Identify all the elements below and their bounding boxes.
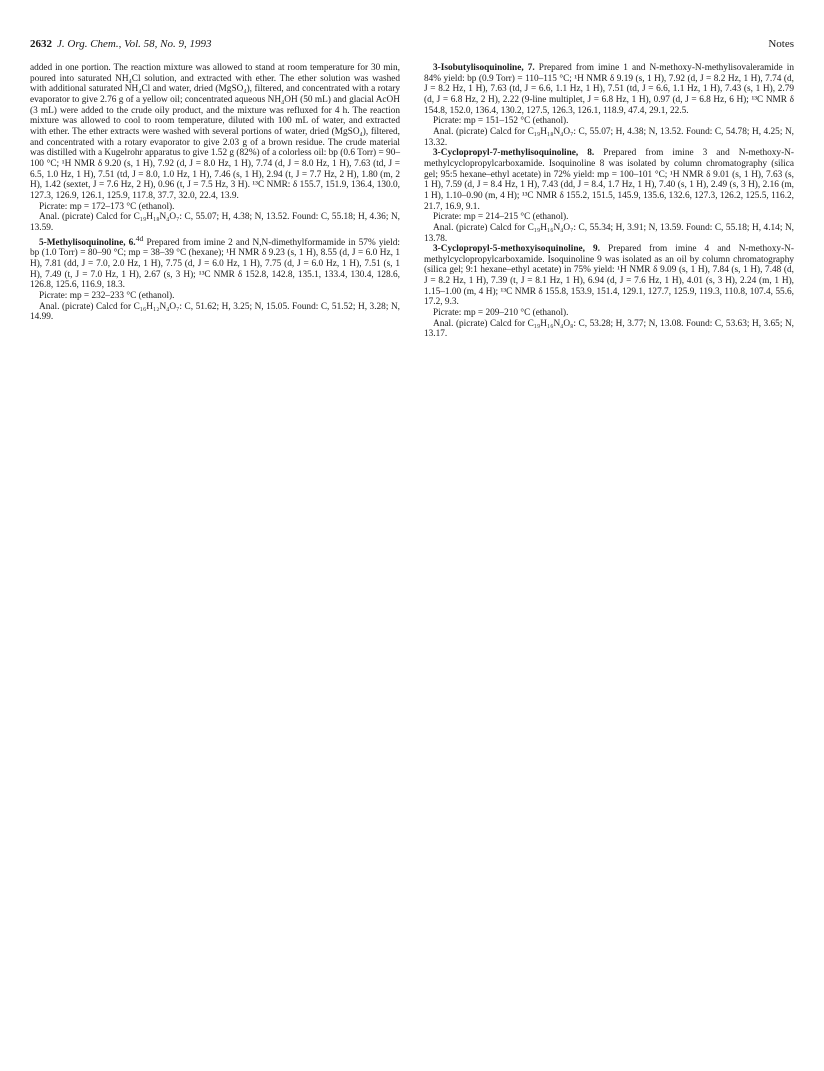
picrate-line: Picrate: mp = 214–215 °C (ethanol). <box>433 212 569 223</box>
running-header <box>30 38 794 54</box>
journal-citation: J. Org. Chem., Vol. 58, No. 9, 1993 <box>57 38 212 50</box>
analysis-line: Anal. (picrate) Calcd for C₁₆H₁₂N₄O₇: C, 51.62; H, 3.25; N, 15.05. Found: C, 51.52; H, 3.28; N, 14.99. <box>30 301 400 323</box>
compound-body: Prepared from imine 4 and N-methoxy-N-methylcyclopropylcarboxamide. Isoquinoline 9 was isolated as an oil by column chromatography (silica gel; 9:1 hexane–ethyl acetate) in 75% yield: ¹H NMR δ 9.09 (s, 1 H), 7.84 (s, 1 H), 7.48 (d, J = 8.2 Hz, 1 H), 7.39 (t, J = 8.1 Hz, 1 H), 6.94 (d, J = 7.6 Hz, 1 H), 4.01 (s, 3 H), 2.24 (m, 1 H), 1.15–1.00 (m, 4 H); ¹³C NMR δ 155.8, 153.9, 151.4, 129.1, 127.7, 125.9, 119.3, 110.8, 107.4, 55.6, 17.2, 9.3. <box>424 244 794 308</box>
analysis-line: Anal. (picrate) Calcd for C₁₉H₁₈N₄O₇: C, 55.07; H, 4.38; N, 13.52. Found: C, 55.18; H, 4.36; N, 13.59. <box>30 212 400 233</box>
paragraph: added in one portion. The reaction mixture was allowed to stand at room temperature for 30 min, poured into saturated NH₄Cl solution, and extracted with ether. The ether solution was washed with additional saturated NH₄Cl and water, dried (MgSO₄), filtered, and concentrated with a rotary evaporator to give 2.76 g of a yellow oil; concentrated aqueous NH₄OH (50 mL) and glacial AcOH (3 mL) were added to the crude oily product, and the mixture was refluxed for 4 h. The reaction mixture was allowed to cool to room temperature, diluted with 100 mL of water, and extracted with ether. The ether extracts were washed with several portions of water, dried (MgSO₄), filtered, and concentrated with a rotary evaporator to give 2.03 g of a brown residue. The crude material was distilled with a Kugelrohr apparatus to give 1.52 g (82%) of a colorless oil: bp (0.6 Torr) = 90–100 °C; ¹H NMR δ 9.20 (s, 1 H), 7.92 (d, J = 8.0 Hz, 1 H), 7.74 (d, J = 8.0 Hz, 1 H), 7.63 (td, J = 6.5, 1.0 Hz, 1 H), 7.51 (td, J = 8.0, 1.0 Hz, 1 H), 7.46 (s, 1 H), 2.94 (t, J = 7.7 Hz, 2 H), 1.80 (m, 2 H), 1.42 (sextet, J = 7.6 Hz, 2 H), 0.96 (t, J = 7.5 Hz, 3 H). ¹³C NMR: δ 155.7, 151.9, 136.4, 130.0, 127.3, 126.9, 126.1, 125.9, 117.8, 37.7, 32.0, 22.4, 13.9. <box>30 63 400 201</box>
compound-title: 5-Methylisoquinoline, 6. <box>39 237 136 248</box>
picrate-line: Picrate: mp = 232–233 °C (ethanol). <box>39 290 175 301</box>
compound-body: Prepared from imine 1 and N-methoxy-N-methylisovaleramide in 84% yield: bp (0.9 Torr) = 110–115 °C; ¹H NMR δ 9.19 (s, 1 H), 7.92 (d, J = 8.2 Hz, 1 H), 7.74 (d, J = 8.2 Hz, 1 H), 7.63 (td, J = 6.6, 1.1 Hz, 1 H), 7.51 (td, J = 6.6, 1.1 Hz, 1 H), 7.43 (s, 1 H), 2.79 (d, J = 6.8 Hz, 2 H), 2.22 (9-line multiplet, J = 6.8 Hz, 1 H), 0.97 (d, J = 6.8 Hz, 6 H); ¹³C NMR δ 154.8, 152.0, 136.4, 130.2, 127.5, 126.3, 126.1, 118.9, 47.4, 29.1, 22.5. <box>424 63 794 116</box>
picrate-line: Picrate: mp = 209–210 °C (ethanol). <box>433 308 569 319</box>
compound-title: 3-Cyclopropyl-5-methoxyisoquinoline, 9. <box>433 244 600 255</box>
compound-body: Prepared from imine 3 and N-methoxy-N-methylcyclopropylcarboxamide. Isoquinoline 8 was isolated by column chromatography (silica gel; 95:5 hexane–ethyl acetate) in 72% yield: mp = 100–101 °C; ¹H NMR δ 9.01 (s, 1 H), 7.63 (s, 1 H), 7.59 (d, J = 8.4 Hz, 1 H), 7.43 (dd, J = 8.4, 1.7 Hz, 1 H), 7.40 (s, 1 H), 2.49 (s, 3 H), 2.16 (m, 1 H), 1.10–0.90 (m, 4 H); ¹³C NMR δ 155.2, 151.5, 145.9, 135.6, 132.6, 127.3, 126.2, 125.5, 116.2, 21.7, 16.9, 9.1. <box>424 148 794 212</box>
picrate-line: Picrate: mp = 172–173 °C (ethanol). <box>39 201 175 212</box>
compound-entry <box>424 244 794 308</box>
compound-entry <box>30 234 400 291</box>
compound-entry <box>424 148 794 212</box>
analysis-line: Anal. (picrate) Calcd for C₁₉H₁₆N₄O₈: C, 53.28; H, 3.77; N, 13.08. Found: C, 53.63; H, 3.65; N, 13.17. <box>424 318 794 340</box>
section-label: Notes <box>768 38 794 50</box>
compound-body: Prepared from imine 2 and N,N-dimethylformamide in 57% yield: bp (1.0 Torr) = 80–90 °C; mp = 38–39 °C (hexane); ¹H NMR δ 9.23 (s, 1 H), 8.55 (d, J = 6.0 Hz, 1 H), 7.81 (dd, J = 7.0, 2.0 Hz, 1 H), 7.75 (d, J = 6.0 Hz, 1 H), 7.75 (d, J = 6.0 Hz, 1 H), 7.51 (s, 1 H), 7.49 (t, J = 7.0 Hz, 1 H), 2.67 (s, 3 H); ¹³C NMR δ 152.8, 142.8, 135.1, 133.4, 130.4, 128.6, 126.8, 125.6, 116.9, 18.3. <box>30 237 400 291</box>
compound-title: 3-Isobutylisoquinoline, 7. <box>433 63 535 73</box>
compound-entry <box>424 63 794 116</box>
right-column <box>424 63 794 340</box>
reference-mark: 4d <box>135 233 144 243</box>
page-number: 2632 <box>30 38 52 50</box>
compound-title: 3-Cyclopropyl-7-methylisoquinoline, 8. <box>433 148 595 159</box>
picrate-line: Picrate: mp = 151–152 °C (ethanol). <box>433 116 569 127</box>
analysis-line: Anal. (picrate) Calcd for C₁₉H₁₈N₄O₇: C, 55.07; H, 4.38; N, 13.52. Found: C, 54.78; H, 4.25; N, 13.32. <box>424 126 794 148</box>
left-column <box>30 63 400 323</box>
analysis-line: Anal. (picrate) Calcd for C₁₉H₁₆N₄O₇: C, 55.34; H, 3.91; N, 13.59. Found: C, 55.18; H, 4.14; N, 13.78. <box>424 222 794 244</box>
